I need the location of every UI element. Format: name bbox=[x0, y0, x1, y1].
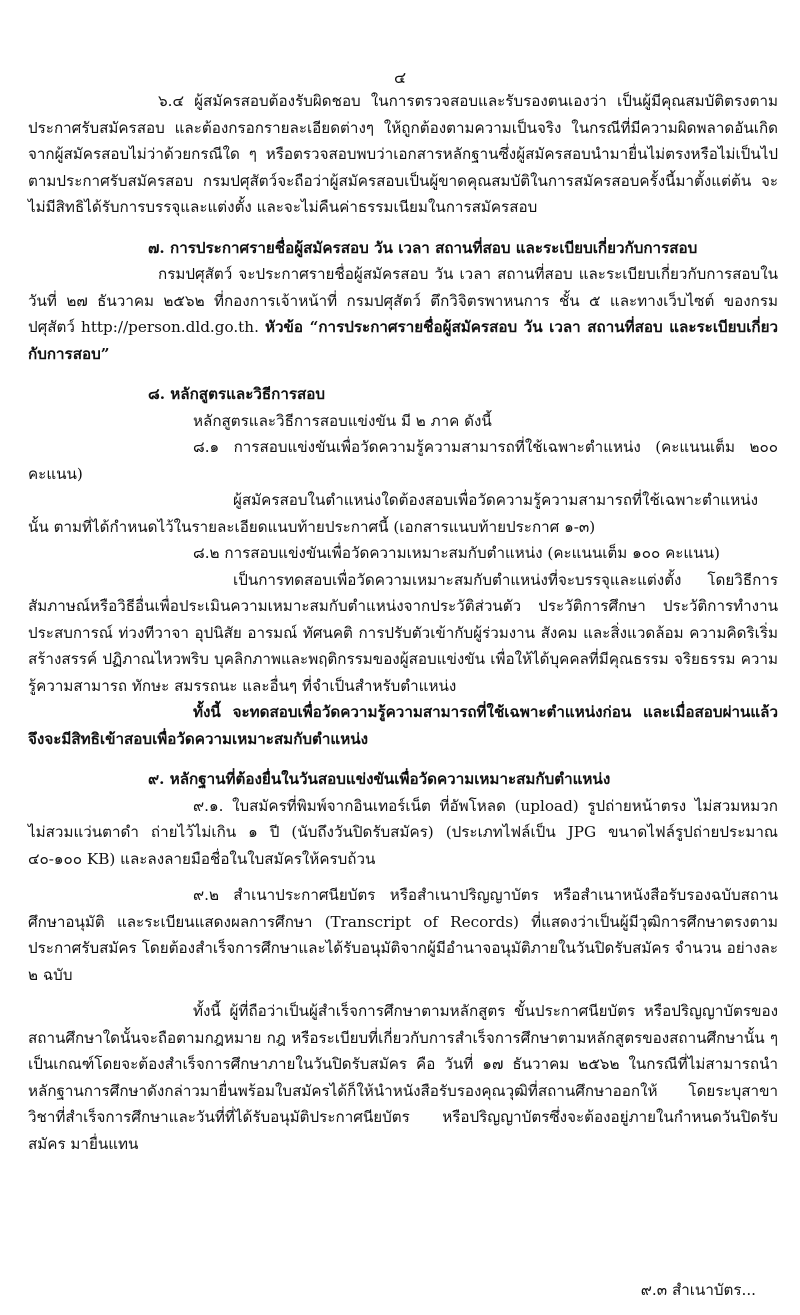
section-9-heading: ๙. หลักฐานที่ต้องยื่นในวันสอบแข่งขันเพื่อวัดความเหมาะสมกับตำแหน่ง bbox=[148, 770, 611, 788]
section-9-1-paragraph: ๙.๑. ใบสมัครที่พิมพ์จากอินเทอร์เน็ต ที่อัพโหลด (upload) รูปถ่ายหน้าตรง ไม่สวมหมวก ไม่สวมแว่นตาดำ ถ่ายไว้ไม่เกิน ๑ ปี (นับถึงวันปิดรับสมัคร) (ประเภทไฟล์เป็น JPG ขนาดไฟล์รูปถ่ายประมาณ ๔๐-๑๐๐ KB) และลงลายมือชื่อในใบสมัครให้ครบถ้วน bbox=[28, 796, 778, 868]
section-8-1-body: ผู้สมัครสอบในตำแหน่งใดต้องสอบเพื่อวัดความรู้ความสามารถที่ใช้เฉพาะตำแหน่งนั้น ตามที่ได้กำหนดไว้ในรายละเอียดแนบท้ายประกาศนี้ (เอกสารแนบท้ายประกาศ ๑-๓) bbox=[28, 491, 758, 536]
continuation-marker: ๙.๓ สำเนาบัตร... bbox=[640, 1281, 756, 1299]
section-6-4-paragraph: ๖.๔ ผู้สมัครสอบต้องรับผิดชอบ ในการตรวจสอบและรับรองตนเองว่า เป็นผู้มีคุณสมบัติตรงตามประกาศรับสมัครสอบ และต้องกรอกรายละเอียดต่างๆ ให้ถูกต้องตามความเป็นจริง ในกรณีที่มีความผิดพลาดอันเกิดจากผู้สมัครสอบไม่ว่าด้วยกรณีใด ๆ หรือตรวจสอบพบว่าเอกสารหลักฐานซึ่งผู้สมัครสอบนำมายื่นไม่ตรงหรือไม่เป็นไปตามประกาศรับสมัครสอบ กรมปศุสัตว์จะถือว่าผู้สมัครสอบเป็นผู้ขาดคุณสมบัติในการสมัครสอบครั้งนี้มาตั้งแต่ต้น จะไม่มีสิทธิได้รับการบรรจุและแต่งตั้ง และจะไม่คืนค่าธรรมเนียมในการสมัครสอบ bbox=[28, 92, 778, 216]
section-8-2-body: เป็นการทดสอบเพื่อวัดความเหมาะสมกับตำแหน่งที่จะบรรจุและแต่งตั้ง โดยวิธีการสัมภาษณ์หรือวิธีอื่นเพื่อประเมินความเหมาะสมกับตำแหน่งจากประวัติส่วนตัว ประวัติการศึกษา ประวัติการทำงาน ประสบการณ์ ท่วงทีวาจา อุปนิสัย อารมณ์ ทัศนคติ การปรับตัวเข้ากับผู้ร่วมงาน สังคม และสิ่งแวดล้อม ความคิดริเริ่มสร้างสรรค์ ปฏิภาณไหวพริบ บุคลิกภาพและพฤติกรรมของผู้สอบแข่งขัน เพื่อให้ได้บุคคลที่มีคุณธรรม จริยธรรม ความรู้ความสามารถ ทักษะ สมรรถนะ และอื่นๆ ที่จำเป็นสำหรับตำแหน่ง bbox=[28, 570, 778, 695]
section-7-topic: หัวข้อ “การประกาศรายชื่อผู้สมัครสอบ วัน เวลา สถานที่สอบ และระเบียบเกี่ยวกับการสอบ” bbox=[28, 318, 779, 363]
section-8-intro: หลักสูตรและวิธีการสอบแข่งขัน มี ๒ ภาค ดังนี้ bbox=[193, 411, 492, 430]
document-body bbox=[28, 88, 778, 1157]
section-9-note: ทั้งนี้ ผู้ที่ถือว่าเป็นผู้สำเร็จการศึกษาตามหลักสูตร ขั้นประกาศนียบัตร หรือปริญญาบัตรของสถานศึกษาใดนั้นจะถือตามกฎหมาย กฎ หรือระเบียบที่เกี่ยวกับการสำเร็จการศึกษาตามหลักสูตรของสถานศึกษานั้น ๆ เป็นเกณฑ์โดยจะต้องสำเร็จการศึกษาภายในวันปิดรับสมัคร คือ วันที่ ๑๗ ธันวาคม ๒๕๖๒ ในกรณีที่ไม่สามารถนำหลักฐานการศึกษาดังกล่าวมายื่นพร้อมใบสมัครได้ก็ให้นำหนังสือรับรองคุณวุฒิที่สถานศึกษาออกให้ โดยระบุสาขาวิชาที่สำเร็จการศึกษาและวันที่ที่ได้รับอนุมัติประกาศนียบัตร หรือปริญญาบัตรซึ่งจะต้องอยู่ภายในกำหนดวันปิดรับสมัคร มายื่นแทน bbox=[28, 1002, 778, 1153]
section-8-note: ทั้งนี้ จะทดสอบเพื่อวัดความรู้ความสามารถที่ใช้เฉพาะตำแหน่งก่อน และเมื่อสอบผ่านแล้ว จึงจะมีสิทธิเข้าสอบเพื่อวัดความเหมาะสมกับตำแหน่ง bbox=[28, 703, 778, 748]
section-8-1-title: ๘.๑ การสอบแข่งขันเพื่อวัดความรู้ความสามารถที่ใช้เฉพาะตำแหน่ง (คะแนนเต็ม ๒๐๐ คะแนน) bbox=[28, 438, 778, 483]
section-7-heading: ๗. การประกาศรายชื่อผู้สมัครสอบ วัน เวลา สถานที่สอบ และระเบียบเกี่ยวกับการสอบ bbox=[148, 238, 698, 257]
section-7-paragraph bbox=[28, 261, 778, 367]
section-7-body: กรมปศุสัตว์ จะประกาศรายชื่อผู้สมัครสอบ วัน เวลา สถานที่สอบ และระเบียบเกี่ยวกับการสอบในวันที่ ๒๗ ธันวาคม ๒๕๖๒ ที่กองการเจ้าหน้าที่ กรมปศุสัตว์ ตึกวิจิตรพาหนการ ชั้น ๕ และทางเว็บไซต์ ของกรมปศุสัตว์ http://person.dld.go.th. bbox=[28, 265, 778, 336]
section-8-2-title: ๘.๒ การสอบแข่งขันเพื่อวัดความเหมาะสมกับตำแหน่ง (คะแนนเต็ม ๑๐๐ คะแนน) bbox=[193, 544, 720, 562]
section-9-2-paragraph: ๙.๒ สำเนาประกาศนียบัตร หรือสำเนาปริญญาบัตร หรือสำเนาหนังสือรับรองฉบับสถานศึกษาอนุมัติ และระเบียนแสดงผลการศึกษา (Transcript of Records) ที่แสดงว่าเป็นผู้มีวุฒิการศึกษาตรงตามประกาศรับสมัคร โดยต้องสำเร็จการศึกษาและได้รับอนุมัติจากผู้มีอำนาจอนุมัติภายในวันปิดรับสมัคร จำนวน อย่างละ ๒ ฉบับ bbox=[28, 886, 778, 984]
section-8-heading: ๘. หลักสูตรและวิธีการสอบ bbox=[148, 385, 326, 403]
page-number: ๔ bbox=[393, 68, 407, 87]
